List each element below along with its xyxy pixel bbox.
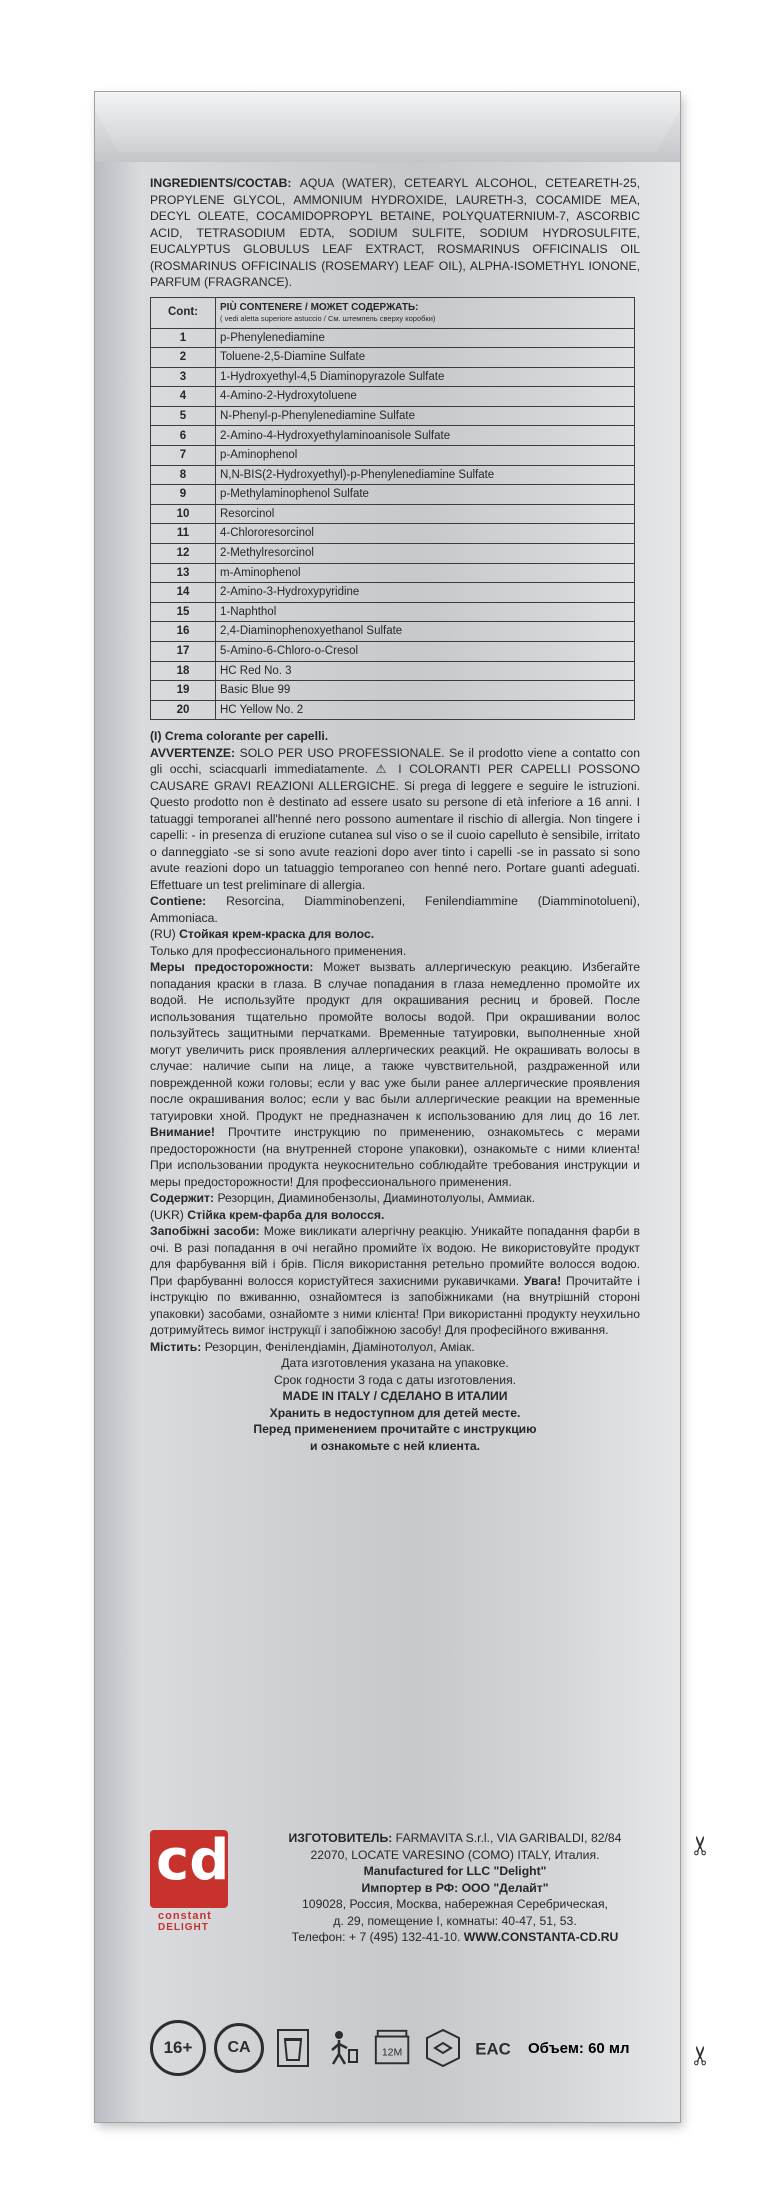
russian-warnings: [150, 959, 640, 1190]
header-subtitle: ( vedi aletta superiore astuccio / См. штемпель сверху коробки): [220, 313, 436, 323]
logo-letters: cd: [156, 1828, 230, 1893]
row-number: 15: [151, 602, 216, 622]
header-title: PIÙ CONTENERE / МОЖЕТ СОДЕРЖАТЬ:: [220, 301, 419, 313]
header-cont: Cont:: [151, 297, 216, 328]
row-number: 1: [151, 328, 216, 348]
shelf-life: Срок годности 3 года с даты изготовления.: [273, 1372, 517, 1387]
volume-label: Объем: 60 мл: [528, 2039, 630, 2057]
row-substance: HC Red No. 3: [216, 661, 635, 681]
row-substance: N-Phenyl-p-Phenylenediamine Sulfate: [216, 406, 635, 426]
constant-delight-logo: [150, 1830, 254, 1934]
italian-warn-label: AVVERTENZE:: [150, 745, 236, 760]
row-substance: N,N-BIS(2-Hydroxyethyl)-p-Phenylenediamine Sulfate: [216, 465, 635, 485]
table-row: [151, 446, 635, 466]
row-number: 18: [151, 661, 216, 681]
table-row: [151, 328, 635, 348]
manufactured-for: Manufactured for LLC "Delight": [363, 1864, 547, 1878]
row-substance: 2-Amino-3-Hydroxypyridine: [216, 583, 635, 603]
ca-mark-icon: CA: [214, 2023, 264, 2073]
table-header: [151, 297, 635, 328]
table-body: [151, 328, 635, 720]
row-number: 7: [151, 446, 216, 466]
table-row: [151, 622, 635, 642]
footer-notes: [150, 1355, 640, 1454]
italian-warnings: [150, 745, 640, 894]
table-row: [151, 367, 635, 387]
row-number: 12: [151, 544, 216, 564]
russian-warn-text: Может вызвать аллергическую реакцию. Избегайте попадания краски в глаза. В случае попадания в глаза немедленно промойте их водой. Не используйте продукт для окрашивания ресниц и бровей. После использования тщательно промойте волосы водой. При окрашивании волос пользуйтесь защитными перчатками. Временные татуировки, выполненные хной могут увеличить риск проявления аллергических реакций. Не окрашивать волосы в случае: наличие сыпи на лице, а также чувствительной, раздраженной или поврежденной кожи головы; если у вас уже были ранее аллергические проявления после окрашивания волос; если у вас были аллергические реакции на временные татуировки хной. Продукт не предназначен к использованию для лиц до 16 лет.: [150, 960, 640, 1123]
age-16-icon: 16+: [150, 2020, 206, 2076]
row-number: 6: [151, 426, 216, 446]
box-flap: [95, 92, 680, 152]
trash-bin-icon: [272, 2026, 314, 2070]
italian-contains-text: Resorcina, Diamminobenzeni, Fenilendiammine (Diamminotolueni), Ammoniaca.: [150, 894, 640, 925]
table-row: [151, 661, 635, 681]
row-number: 17: [151, 642, 216, 662]
table-row: [151, 426, 635, 446]
russian-title-text: Стойкая крем-краска для волос.: [179, 927, 375, 942]
manufacturer-label: ИЗГОТОВИТЕЛЬ:: [288, 1831, 393, 1845]
made-in: MADE IN ITALY / СДЕЛАНО В ИТАЛИИ: [282, 1389, 508, 1404]
ingredients-block: [150, 175, 640, 291]
eac-label: EAC: [475, 2039, 511, 2059]
table-row: [151, 524, 635, 544]
header-may-contain: [216, 297, 635, 328]
row-number: 9: [151, 485, 216, 505]
manufacturer-info: [270, 1830, 640, 1946]
row-number: 19: [151, 681, 216, 701]
table-row: [151, 642, 635, 662]
ukrainian-attention-label: Увага!: [524, 1273, 562, 1288]
row-number: 4: [151, 387, 216, 407]
russian-prof: Только для профессионального применения.: [150, 943, 407, 958]
row-substance: p-Aminophenol: [216, 446, 635, 466]
russian-section: [150, 926, 640, 1207]
scissors-icon: ✂: [685, 2044, 716, 2067]
row-substance: p-Phenylenediamine: [216, 328, 635, 348]
row-substance: 4-Chlororesorcinol: [216, 524, 635, 544]
manufacturer-text2: 22070, LOCATE VARESINO (COMO) ITALY, Италия.: [310, 1847, 600, 1862]
table-row: [151, 700, 635, 720]
table-row: [151, 544, 635, 564]
ukrainian-prefix: (UKR): [150, 1207, 184, 1222]
row-substance: 5-Amino-6-Chloro-o-Cresol: [216, 642, 635, 662]
row-substance: 2-Amino-4-Hydroxyethylaminoanisole Sulfate: [216, 426, 635, 446]
importer: Импортер в РФ: ООО "Делайт": [361, 1880, 549, 1895]
row-number: 13: [151, 563, 216, 583]
date-manufacture: Дата изготовления указана на упаковке.: [281, 1356, 509, 1371]
ingredients-text: AQUA (WATER), CETEARYL ALCOHOL, CETEARETH-25, PROPYLENE GLYCOL, AMMONIUM HYDROXIDE, LAURETH-3, COCAMIDE MEA, DECYL OLEATE, COCAMIDOPROPYL BETAINE, POLYQUATERNIUM-7, ASCORBIC ACID, TETRASODIUM EDTA, SODIUM SULFITE, SODIUM HYDROSULFITE, EUCALYPTUS GLOBULUS LEAF EXTRACT, ROSMARINUS OFFICINALIS OIL (ROSMARINUS OFFICINALIS (ROSEMARY) LEAF OIL), ALPHA-ISOMETHYL IONONE, PARFUM (FRAGRANCE).: [150, 176, 640, 289]
russian-attention-text: Прочтите инструкцию по применению, ознакомьтесь с мерами предосторожности (на внутренней стороне упаковки), ознакомьте с ними клиента! При использовании продукта неукоснительно соблюдайте требования инструкции и меры предосторожности! Для профессионального применения.: [150, 1125, 640, 1189]
row-substance: 2-Methylresorcinol: [216, 544, 635, 564]
russian-attention-label: Внимание!: [150, 1125, 215, 1140]
russian-title: [150, 926, 640, 943]
row-number: 11: [151, 524, 216, 544]
table-row: [151, 681, 635, 701]
row-number: 3: [151, 367, 216, 387]
recycle-box-icon: [422, 2026, 464, 2070]
russian-prefix: (RU): [150, 927, 176, 942]
row-substance: Basic Blue 99: [216, 681, 635, 701]
read-instructions-1: Перед применением прочитайте с инструкцию: [253, 1422, 537, 1437]
row-substance: m-Aminophenol: [216, 563, 635, 583]
table-row: [151, 348, 635, 368]
manufacturer-line1: [270, 1830, 640, 1847]
ukrainian-attention-text: Прочитайте і інструкцію по вживанню, ознайомтеся із запобіжниками (на внутрішній стороні упаковки) засобами, ознайомте з ними клієнта! При використанні продукту неухильно дотримуйтесь вимог інструкції і запобіжною засобу! Для професійного вживання.: [150, 1273, 640, 1338]
row-substance: Toluene-2,5-Diamine Sulfate: [216, 348, 635, 368]
scissors-cut-icon: ✂: [685, 1834, 716, 1857]
row-number: 8: [151, 465, 216, 485]
table-row: [151, 387, 635, 407]
pao-jar-icon: [372, 2026, 414, 2070]
table-row: [151, 504, 635, 524]
logo-line2: DELIGHT: [158, 1922, 209, 1933]
ukrainian-title: [150, 1207, 640, 1224]
read-instructions-2: и ознакомьте с ней клиента.: [309, 1438, 481, 1453]
ukrainian-warn-text: Може викликати алергічну реакцію. Уникайте попадання фарби в очі. В разі попадання в очі негайно промийте їх водою. Не використовуйте продукт для фарбування вій і брів. Після використання ретельно промийте волосся водою. При фарбуванні волосся користуйтеся захисними рукавичками.: [150, 1224, 640, 1288]
italian-contains-label: Contiene:: [150, 894, 207, 909]
row-number: 5: [151, 406, 216, 426]
russian-warn-label: Меры предосторожности:: [150, 960, 314, 975]
contents-table: [150, 297, 635, 721]
italian-section: [150, 728, 640, 926]
ukrainian-contains-text: Резорцин, Фенілендіамін, Діамінотолуол, Аміак.: [204, 1339, 475, 1354]
russian-contains-label: Содержит:: [150, 1191, 215, 1206]
italian-warn-text: SOLO PER USO PROFESSIONALE. Se il prodotto viene a contatto con gli occhi, sciacquarli immediatamente. ⚠ I COLORANTI PER CAPELLI POSSONO CAUSARE GRAVI REAZIONI ALLERGICHE. Si prega di leggere e seguire le istruzioni. Questo prodotto non è destinato ad essere usato su persone di età inferiore a 16 anni. I tatuaggi temporanei all'henné nero possono aumentare il rischio di allergia. Non tingere i capelli: - in presenza di eruzione cutanea sul viso o se il cuoio capelluto è sensibile, irritato o danneggiato -se si sono avute reazioni dopo aver tinto i capelli -se in passato si sono avute reazioni dopo un tatuaggio temporaneo con henné nero. Portare guanti adeguati. Effettuare un test preliminare di allergia.: [150, 745, 640, 892]
phone: Телефон: + 7 (495) 132-41-10.: [291, 1930, 461, 1944]
contact-line: [270, 1929, 640, 1946]
pao-label: 12M: [381, 2046, 403, 2059]
logo-line1: constant: [158, 1910, 212, 1922]
ukrainian-contains-label: Містить:: [150, 1339, 202, 1354]
eac-mark-icon: [472, 2026, 514, 2070]
logo-square: [150, 1830, 228, 1908]
ukrainian-warnings: [150, 1223, 640, 1339]
table-row: [151, 406, 635, 426]
address-line1: 109028, Россия, Москва, набережная Серебрическая,: [302, 1897, 608, 1911]
row-number: 10: [151, 504, 216, 524]
table-row: [151, 485, 635, 505]
row-substance: 4-Amino-2-Hydroxytoluene: [216, 387, 635, 407]
row-substance: Resorcinol: [216, 504, 635, 524]
italian-contains: [150, 893, 640, 926]
website: WWW.CONSTANTA-CD.RU: [463, 1930, 619, 1944]
address-line2: д. 29, помещение I, комнаты: 40-47, 51, 53.: [333, 1913, 577, 1928]
ukrainian-section: [150, 1207, 640, 1356]
row-substance: p-Methylaminophenol Sulfate: [216, 485, 635, 505]
row-number: 2: [151, 348, 216, 368]
keep-away: Хранить в недоступном для детей месте.: [269, 1405, 521, 1420]
label-text: [150, 175, 640, 1454]
ukrainian-warn-label: Запобіжні засоби:: [150, 1224, 260, 1239]
table-row: [151, 602, 635, 622]
row-number: 20: [151, 700, 216, 720]
italian-title: (I) Crema colorante per capelli.: [150, 729, 329, 744]
row-substance: 2,4-Diaminophenoxyethanol Sulfate: [216, 622, 635, 642]
row-substance: HC Yellow No. 2: [216, 700, 635, 720]
ingredients-label: INGREDIENTS/СОСТАВ:: [150, 176, 292, 190]
symbols-row: [150, 2018, 670, 2078]
ukrainian-title-text: Стійка крем-фарба для волосся.: [187, 1207, 385, 1222]
russian-contains: [150, 1190, 640, 1207]
person-disposal-icon: [322, 2026, 364, 2070]
row-number: 16: [151, 622, 216, 642]
manufacturer-text1: FARMAVITA S.r.l., VIA GARIBALDI, 82/84: [395, 1831, 622, 1845]
table-row: [151, 563, 635, 583]
russian-contains-text: Резорцин, Диаминобензолы, Диаминотолуолы, Аммиак.: [217, 1191, 535, 1206]
table-row: [151, 583, 635, 603]
row-substance: 1-Naphthol: [216, 602, 635, 622]
table-row: [151, 465, 635, 485]
row-number: 14: [151, 583, 216, 603]
ukrainian-contains: [150, 1339, 640, 1356]
row-substance: 1-Hydroxyethyl-4,5 Diaminopyrazole Sulfate: [216, 367, 635, 387]
